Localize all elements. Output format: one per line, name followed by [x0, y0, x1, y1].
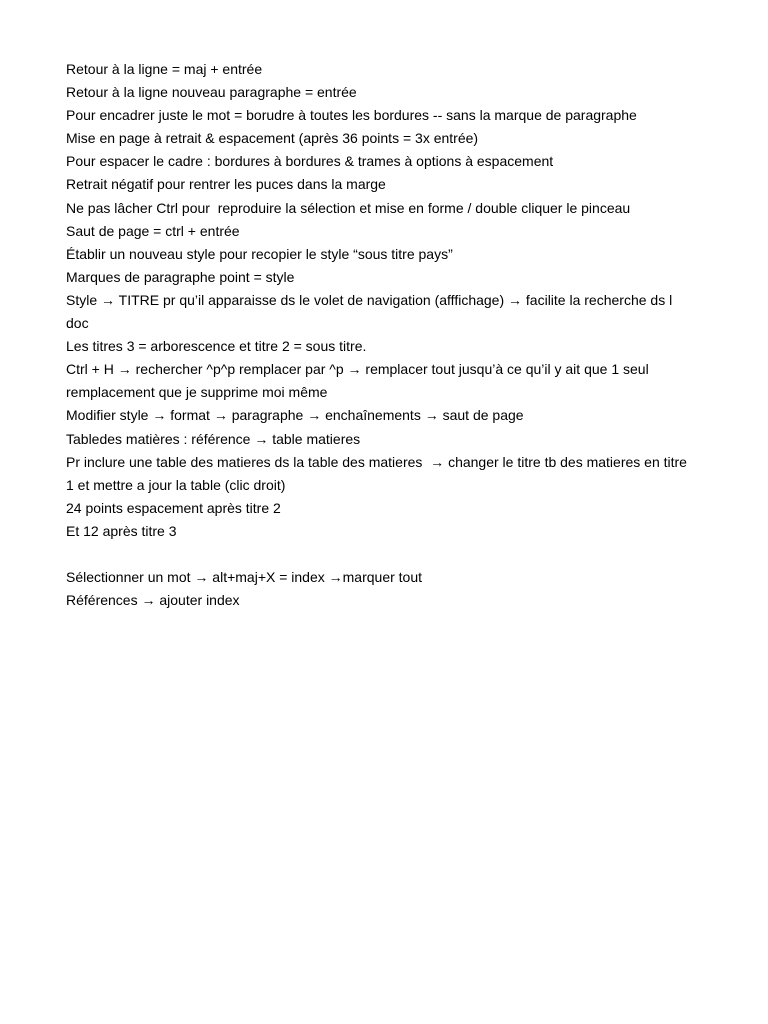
text-line: Et 12 après titre 3: [66, 522, 177, 539]
text-line: Tabledes matières : référence → table matieres: [66, 430, 361, 447]
text-line: Marques de paragraphe point = style: [66, 268, 295, 285]
text-line: Ne pas lâcher Ctrl pour reproduire la sélection et mise en forme / double cliquer le pinceau: [66, 199, 631, 216]
blank-line: [66, 543, 706, 566]
document-page: [66, 58, 706, 612]
text-line: doc: [66, 315, 89, 332]
text-line: Établir un nouveau style pour recopier le style “sous titre pays”: [66, 245, 453, 262]
text-line: Style → TITRE pr qu’il apparaisse ds le volet de navigation (afffichage) → facilite la recherche ds l: [66, 291, 673, 308]
text-line: 1 et mettre a jour la table (clic droit): [66, 476, 286, 493]
text-line: Références → ajouter index: [66, 592, 240, 609]
text-line: Ctrl + H → rechercher ^p^p remplacer par ^p → remplacer tout jusqu’à ce qu’il y ait que 1 seul: [66, 361, 649, 378]
text-line: Pour encadrer juste le mot = borudre à toutes les bordures -- sans la marque de paragraphe: [66, 107, 637, 124]
text-line: Les titres 3 = arborescence et titre 2 = sous titre.: [66, 338, 367, 355]
text-line: Retour à la ligne = maj + entrée: [66, 61, 263, 77]
text-line: 24 points espacement après titre 2: [66, 499, 281, 516]
text-line: Retour à la ligne nouveau paragraphe = entrée: [66, 84, 357, 101]
text-line: Retrait négatif pour rentrer les puces dans la marge: [66, 176, 386, 193]
text-line: Pour espacer le cadre : bordures à bordures & trames à options à espacement: [66, 153, 554, 170]
text-line: Modifier style → format → paragraphe → enchaînements → saut de page: [66, 407, 524, 424]
text-line: Saut de page = ctrl + entrée: [66, 222, 240, 239]
text-line: Pr inclure une table des matieres ds la table des matieres → changer le titre tb des matieres en titre: [66, 453, 687, 470]
text-line: Mise en page à retrait & espacement (après 36 points = 3x entrée): [66, 130, 479, 147]
text-line: Sélectionner un mot → alt+maj+X = index →marquer tout: [66, 569, 423, 586]
text-line: remplacement que je supprime moi même: [66, 384, 328, 401]
